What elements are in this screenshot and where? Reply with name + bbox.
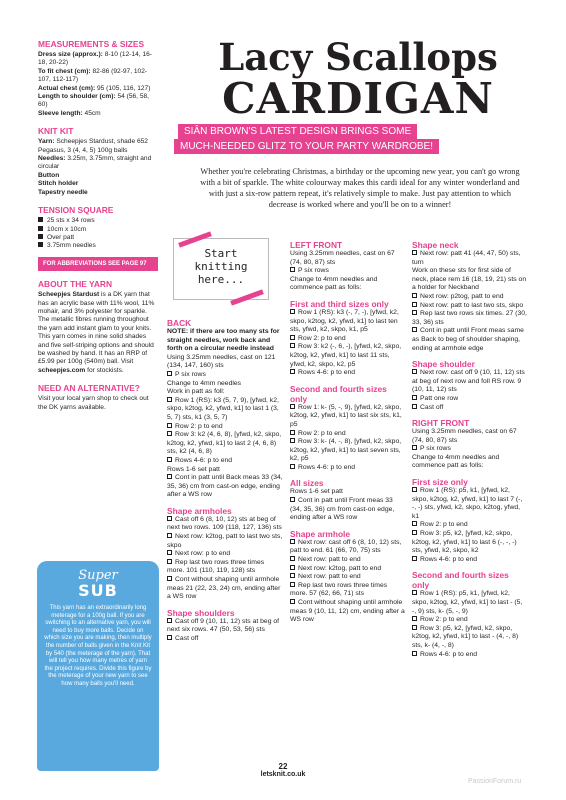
- footer-url[interactable]: letsknit.co.uk: [260, 771, 306, 778]
- bullet-square-icon: [38, 234, 43, 239]
- kit-value: 3.25m, 3.75mm, straight and circular: [38, 155, 152, 171]
- instruction-row: [412, 616, 528, 625]
- instruction-row: [412, 530, 528, 556]
- yarn-tail: for stockists.: [85, 366, 124, 374]
- section-heading: BACK: [167, 318, 192, 328]
- instruction-text: Cont in patt until Front meas 33 (34, 35, 36) cm from cast-on edge, ending after a WS row: [290, 497, 395, 522]
- instruction-text: Row 3: k- (4, -, 8), [yfwd, k2, skpo, k2tog, k2, yfwd, k1] to last seven sts, k2, p5: [290, 438, 402, 463]
- instruction-row: [290, 309, 406, 335]
- checkbox-icon: [412, 302, 417, 307]
- instruction-text: Rows 4-6: p to end: [298, 463, 356, 471]
- checkbox-icon: [167, 516, 172, 521]
- instruction-text: Rep last two rows six times. 27 (30, 33, 36) sts: [412, 310, 527, 326]
- instruction-row: [290, 335, 406, 344]
- measurements-label: To fit chest (cm):: [38, 67, 91, 75]
- checkbox-icon: [290, 539, 295, 544]
- checkbox-icon: [167, 533, 172, 538]
- pattern-column-2: [290, 240, 406, 625]
- instruction-paragraph: Work on these sts for first side of neck, place rem 16 (18, 19, 21) sts on a holder for Neckband: [412, 267, 527, 292]
- tension-list: [38, 217, 158, 251]
- instruction-row: [290, 464, 406, 473]
- checkbox-icon: [412, 651, 417, 656]
- checkbox-icon: [290, 430, 295, 435]
- instruction-text: Cont in patt until Back meas 33 (34, 35, 36) cm from cast-on edge, ending after a WS row: [167, 474, 283, 499]
- instruction-row: [290, 497, 406, 523]
- instruction-row: [167, 533, 283, 550]
- checkbox-icon: [290, 556, 295, 561]
- instruction-paragraph: NOTE: if there are too many sts for straight needles, work back and forth on a circular needle instead: [167, 328, 280, 353]
- knit-kit-list: [38, 138, 158, 197]
- instruction-row: [290, 404, 406, 430]
- instruction-row: [167, 474, 283, 500]
- bullet-square-icon: [38, 242, 43, 247]
- bullet-square-icon: [38, 226, 43, 231]
- measurements-line: [38, 85, 158, 93]
- instruction-text: Row 3: p5, k2, [yfwd, k2, skpo, k2tog, k2, yfwd, k1] to last - (4, -, 8) sts, k- (4, -, 8): [412, 624, 519, 649]
- checkbox-icon: [412, 445, 417, 450]
- instruction-text: Row 1 (RS): p5, k1, [yfwd, k2, skpo, k2tog, k2, yfwd, k1] to last - (5, -, 9) sts, k- (5, -, 9): [412, 590, 523, 615]
- measurements-heading: MEASUREMENTS & SIZES: [38, 39, 145, 49]
- checkbox-icon: [290, 309, 295, 314]
- instruction-text: Row 1 (RS): k3 (-, 7, -), [yfwd, k2, skpo, k2tog, k2, yfwd, k1] to last ten sts, yfwd, k2, skpo, k1, p5: [290, 308, 399, 334]
- checkbox-icon: [290, 565, 295, 570]
- instruction-row: [412, 521, 528, 530]
- checkbox-icon: [412, 625, 417, 630]
- section-heading: Shape armholes: [167, 505, 232, 516]
- tension-item-text: 25 sts x 34 rows: [47, 217, 95, 225]
- abbreviations-bar: FOR ABBREVIATIONS SEE PAGE 97: [38, 257, 158, 271]
- checkbox-icon: [290, 599, 295, 604]
- tension-item-text: 10cm x 10cm: [47, 225, 87, 233]
- instruction-paragraph: Rows 1-6 set patt: [167, 465, 220, 473]
- checkbox-icon: [167, 423, 172, 428]
- checkbox-icon: [167, 397, 172, 402]
- page-title-line-1: Lacy Scallops: [218, 35, 498, 79]
- super-sub-title-2: SUB: [78, 581, 118, 600]
- section-heading: All sizes: [290, 478, 324, 489]
- measurements-value: 54 (56, 58, 60): [38, 93, 150, 109]
- checkbox-icon: [167, 457, 172, 462]
- measurements-value: 8-10 (12-14, 16-18, 20-22): [38, 51, 152, 67]
- instruction-text: Row 2: p to end: [298, 334, 346, 342]
- instruction-text: Row 2: p to end: [420, 616, 468, 624]
- instruction-text: Next row: patt to last two sts, skpo: [420, 301, 524, 309]
- instruction-text: Row 3: p5, k2, [yfwd, k2, skpo, k2tog, k2, yfwd, k1] to last 6 (-, -, -) sts, yfwd, k2, skpo, k2: [412, 530, 517, 555]
- instruction-text: Row 3: k2 (-, 6, -), [yfwd, k2, skpo, k2tog, k2, yfwd, k1] to last 11 sts, yfwd, k2, skpo, k2, p5: [290, 343, 402, 368]
- kit-label: Yarn:: [38, 138, 55, 146]
- instruction-row: [412, 250, 528, 267]
- measurements-value: 95 (105, 116, 127): [95, 84, 151, 92]
- instruction-row: [412, 293, 528, 302]
- pattern-column-3: [412, 240, 528, 659]
- instruction-row: [412, 327, 528, 353]
- instruction-paragraph: Change to 4mm needles: [167, 379, 242, 387]
- checkbox-icon: [167, 431, 172, 436]
- kit-line: [38, 189, 158, 197]
- instruction-row: [412, 404, 528, 413]
- super-sub-title-1: Super: [78, 568, 118, 583]
- instruction-paragraph: Using 3.25mm needles, cast on 67 (74, 80, 87) sts: [412, 428, 517, 444]
- instruction-row: [412, 310, 528, 327]
- instruction-text: Cont without shaping until armhole meas 21 (22, 23, 24) cm, ending after a WS row: [167, 576, 281, 601]
- checkbox-icon: [412, 590, 417, 595]
- page-number: 22: [278, 762, 288, 771]
- measurements-line: [38, 51, 158, 68]
- measurements-value: 82-86 (92-97, 102-107, 112-117): [38, 67, 148, 84]
- instruction-row: [167, 371, 283, 380]
- instruction-row: [167, 576, 283, 602]
- start-knitting-note: [173, 238, 269, 300]
- instruction-row: [290, 565, 406, 574]
- instruction-text: Cont without shaping until armhole meas 9 (10, 11, 12) cm, ending after a WS row: [290, 599, 405, 624]
- instruction-row: [412, 590, 528, 616]
- intro-paragraph: Whether you're celebrating Christmas, a birthday or the upcoming new year, you can't go wrong with a bit of sparkle. The white colourway makes this cardi ideal for any winter wonderland and with just a six-row pattern repeat, it's relatively simple to make. Just pay attention to which decrease is worked where and you'll be on to a winner!: [200, 167, 520, 209]
- kit-value: Scheepjes Stardust, shade 652 Pegasus, 3 (4, 4, 5) 100g balls: [38, 138, 148, 154]
- kit-line: [38, 138, 158, 155]
- instruction-paragraph: Change to 4mm needles and commence patt as folls:: [412, 453, 500, 470]
- checkbox-icon: [412, 369, 417, 374]
- section-heading: RIGHT FRONT: [412, 418, 470, 429]
- checkbox-icon: [412, 327, 417, 332]
- measurements-line: [38, 110, 158, 118]
- tension-item: [38, 217, 158, 225]
- section-heading: LEFT FRONT: [290, 240, 343, 250]
- standfirst-line-2: MUCH-NEEDED GLITZ TO YOUR PARTY WARDROBE!: [174, 139, 439, 154]
- checkbox-icon: [290, 438, 295, 443]
- instruction-text: Row 1 (RS): k3 (5, 7, 9), [yfwd, k2, skpo, k2tog, k2, yfwd, k1] to last 1 (3, 5, 7) sts, k1 (3, 5, 7): [167, 396, 279, 421]
- instruction-row: [167, 618, 283, 635]
- checkbox-icon: [290, 369, 295, 374]
- measurements-line: [38, 93, 158, 110]
- instruction-row: [290, 438, 406, 464]
- instruction-row: [167, 550, 283, 559]
- super-sub-text: This yarn has an extraordinarily long meterage for a 100g ball. If you are switching to an alternative yarn, you will need to buy more balls. Decide on which size you are making, then multiply the number of balls given in the Knit Kit by 540 (the meterage of the yarn). That will tell you how many metres of yarn the project requires. Divide this figure by the meterage of your new yarn to see how many balls you'll need.: [44, 605, 152, 687]
- instruction-text: Row 1: k- (5, -, 9), [yfwd, k2, skpo, k2tog, k2, yfwd, k1] to last six sts, k1, p5: [290, 403, 402, 428]
- instruction-text: Rows 4-6: p to end: [298, 369, 356, 377]
- tension-item: [38, 242, 158, 250]
- measurements-value: 45cm: [82, 109, 101, 117]
- instruction-text: Rows 4-6: p to end: [420, 650, 478, 658]
- checkbox-icon: [167, 635, 172, 640]
- kit-label: Button: [38, 171, 60, 179]
- tension-item-text: Over patt: [47, 233, 75, 241]
- instruction-text: Cast off: [175, 635, 199, 642]
- checkbox-icon: [290, 573, 295, 578]
- instruction-text: Next row: p2tog, patt to end: [420, 292, 504, 300]
- section-heading: Second and fourth sizes only: [290, 383, 387, 404]
- instruction-text: Rep last two rows three times more. 57 (62, 66, 71) sts: [290, 581, 388, 598]
- instruction-text: Row 2: p to end: [175, 422, 223, 430]
- instruction-text: Next row: k2tog, patt to end: [298, 564, 382, 572]
- kit-line: [38, 172, 158, 180]
- instruction-text: Cast off 6 (8, 10, 12) sts at beg of next two rows. 109 (118, 127, 136) sts: [167, 515, 282, 532]
- kit-label: Needles:: [38, 155, 66, 163]
- about-yarn-text: [38, 291, 158, 375]
- checkbox-icon: [167, 371, 172, 376]
- instruction-text: Rep last two rows three times more. 101 (110, 119, 128) sts: [167, 558, 265, 575]
- instruction-row: [167, 516, 283, 533]
- checkbox-icon: [412, 250, 417, 255]
- checkbox-icon: [167, 474, 172, 479]
- instruction-text: Next row: cast off 6 (8, 10, 12) sts, patt to end. 61 (66, 70, 75) sts: [290, 538, 402, 555]
- instruction-text: Next row: p to end: [175, 550, 231, 558]
- checkbox-icon: [412, 310, 417, 315]
- kit-label: Tapestry needle: [38, 188, 88, 196]
- instruction-row: [290, 430, 406, 439]
- measurements-label: Dress size (approx.):: [38, 51, 103, 58]
- instruction-row: [167, 559, 283, 576]
- instruction-row: [412, 487, 528, 521]
- checkbox-icon: [412, 521, 417, 526]
- instruction-paragraph: Work in patt as foll:: [167, 388, 225, 396]
- knit-kit-heading: KNIT KIT: [38, 126, 74, 137]
- checkbox-icon: [167, 618, 172, 623]
- checkbox-icon: [412, 616, 417, 621]
- instruction-text: P six rows: [175, 370, 206, 378]
- instruction-row: [290, 267, 406, 276]
- checkbox-icon: [412, 556, 417, 561]
- checkbox-icon: [290, 582, 295, 587]
- section-heading: First size only: [412, 477, 468, 488]
- measurements-label: Length to shoulder (cm):: [38, 93, 116, 101]
- instruction-row: [167, 457, 283, 466]
- checkbox-icon: [412, 530, 417, 535]
- measurements-label: Actual chest (cm):: [38, 84, 96, 92]
- instruction-paragraph: Rows 1-6 set patt: [290, 488, 343, 496]
- checkbox-icon: [290, 464, 295, 469]
- instruction-row: [412, 302, 528, 311]
- checkbox-icon: [290, 267, 295, 272]
- instruction-text: Row 1 (RS): p5, k1, [yfwd, k2, skpo, k2tog, k2, yfwd, k1] to last 7 (-, -, -) sts, yfwd, k2, skpo, k2tog, yfwd, k1: [412, 487, 523, 520]
- instruction-text: P six rows: [298, 267, 329, 275]
- instruction-text: Cont in patt until Front meas same as Back to beg of shoulder shaping, ending at armhole edge: [412, 327, 524, 352]
- tension-item: [38, 226, 158, 234]
- instruction-row: [290, 369, 406, 378]
- instruction-row: [290, 573, 406, 582]
- page-title-line-2: CARDIGAN: [222, 74, 494, 123]
- instruction-text: Next row: patt 41 (44, 47, 50) sts, turn: [412, 250, 521, 266]
- start-knitting-text: Start knitting here...: [194, 247, 248, 286]
- section-heading: First and third sizes only: [290, 298, 389, 309]
- section-heading: Shape shoulders: [167, 607, 235, 618]
- sidebar: [38, 40, 158, 412]
- checkbox-icon: [290, 404, 295, 409]
- section-heading: Second and fourth sizes only: [412, 570, 509, 591]
- instruction-row: [290, 556, 406, 565]
- instruction-text: Next row: cast off 9 (10, 11, 12) sts at beg of next row and foll RS row. 9 (10, 11, 12) sts: [412, 369, 525, 394]
- watermark: PassionForum.ru: [468, 778, 522, 785]
- instruction-text: Row 2: p to end: [298, 429, 346, 437]
- instruction-text: Next row: patt to end: [298, 573, 361, 581]
- section-heading: Shape neck: [412, 240, 459, 250]
- instruction-text: Cast off 9 (10, 11, 12) sts at beg of next six rows. 47 (50, 53, 56) sts: [167, 617, 280, 634]
- kit-line: [38, 155, 158, 172]
- checkbox-icon: [167, 550, 172, 555]
- instruction-text: Next row: patt to end: [298, 556, 361, 564]
- instruction-row: [412, 556, 528, 565]
- instruction-row: [412, 651, 528, 660]
- instruction-paragraph: Using 3.25mm needles, cast on 67 (74, 80, 87) sts: [290, 250, 395, 266]
- about-yarn-heading: ABOUT THE YARN: [38, 279, 112, 290]
- measurements-line: [38, 68, 158, 85]
- instruction-text: Rows 4-6: p to end: [175, 456, 233, 464]
- instruction-text: Cast off: [420, 403, 444, 411]
- instruction-row: [290, 343, 406, 369]
- measurements-list: [38, 51, 158, 118]
- pattern-column-1: [167, 318, 283, 644]
- instruction-text: Row 2: p to end: [420, 521, 468, 529]
- instruction-text: Row 3: k2 (4, 6, 8), [yfwd, k2, skpo, k2tog, k2, yfwd, k1] to last 2 (4, 6, 8) sts, k2 (4, 6, 8): [167, 431, 282, 456]
- yarn-description: is a DK yarn that has an acrylic base with 11% wool, 11% mohair, and 3% polyester for sparkle. The metallic fibres running throughout the yarn add instant glam to your knits. This yarn comes in nine solid shades and five self-striping options and should be washed by hand. It has an RRP of £5.99 per 100g (540m) ball. Visit: [38, 291, 155, 366]
- instruction-text: Rows 4-6: p to end: [420, 555, 478, 563]
- yarn-website-link[interactable]: scheepjes.com: [38, 366, 86, 374]
- instruction-row: [167, 635, 283, 644]
- section-heading: Shape shoulder: [412, 359, 475, 370]
- super-sub-box: [37, 561, 159, 771]
- checkbox-icon: [412, 404, 417, 409]
- instruction-row: [412, 369, 528, 395]
- bullet-square-icon: [38, 217, 43, 222]
- checkbox-icon: [412, 487, 417, 492]
- yarn-name: Scheepjes Stardust: [38, 291, 100, 299]
- kit-line: [38, 180, 158, 188]
- instruction-row: [412, 625, 528, 651]
- instruction-row: [290, 582, 406, 599]
- instruction-row: [412, 445, 528, 454]
- instruction-row: [167, 397, 283, 423]
- tension-item: [38, 234, 158, 242]
- instruction-row: [290, 539, 406, 556]
- instruction-row: [167, 423, 283, 432]
- standfirst-line-1: SIÂN BROWN'S LATEST DESIGN BRINGS SOME: [178, 124, 417, 139]
- tension-heading: TENSION SQUARE: [38, 205, 114, 216]
- instruction-paragraph: Using 3.25mm needles, cast on 121 (134, 147, 160) sts: [167, 353, 276, 370]
- checkbox-icon: [167, 559, 172, 564]
- tape-icon: [230, 289, 264, 305]
- instruction-paragraph: Change to 4mm needles and commence patt as folls:: [290, 275, 378, 292]
- checkbox-icon: [412, 293, 417, 298]
- alternative-heading: NEED AN ALTERNATIVE?: [38, 383, 140, 394]
- checkbox-icon: [290, 335, 295, 340]
- instruction-row: [412, 395, 528, 404]
- instruction-text: P six rows: [420, 445, 451, 453]
- tension-item-text: 3.75mm needles: [47, 242, 96, 250]
- checkbox-icon: [167, 576, 172, 581]
- checkbox-icon: [290, 343, 295, 348]
- instruction-row: [290, 599, 406, 625]
- instruction-row: [167, 431, 283, 457]
- instruction-text: Next row: k2tog, patt to last two sts, skpo: [167, 533, 283, 549]
- kit-label: Stitch holder: [38, 180, 79, 188]
- instruction-text: Patt one row: [420, 394, 459, 402]
- tape-icon: [178, 231, 212, 247]
- section-heading: Shape armhole: [290, 528, 351, 539]
- checkbox-icon: [412, 395, 417, 400]
- checkbox-icon: [290, 497, 295, 502]
- measurements-label: Sleeve length:: [38, 109, 83, 117]
- alternative-text: Visit your local yarn shop to check out the DK yarns available.: [38, 395, 149, 411]
